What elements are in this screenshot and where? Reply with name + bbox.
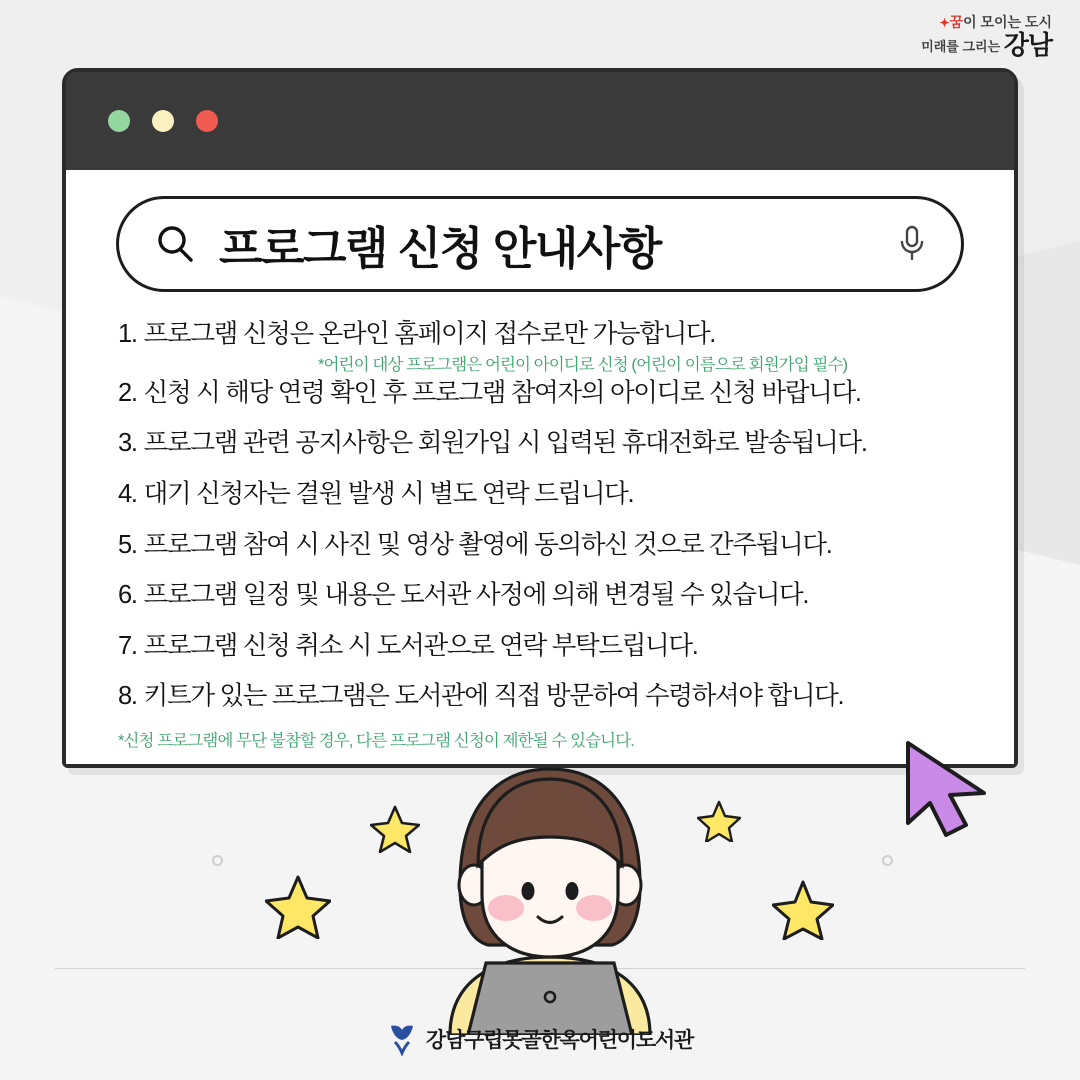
notice-text: 키트가 있는 프로그램은 도서관에 직접 방문하여 수령하셔야 합니다. (143, 682, 844, 711)
window-dot-yellow[interactable] (152, 110, 174, 132)
list-item (118, 529, 962, 562)
list-item (118, 579, 962, 612)
list-item (118, 630, 962, 663)
list-item (118, 680, 962, 713)
footer-library-name: 강남구립못골한옥어린이도서관 (425, 1029, 694, 1052)
list-item (118, 427, 962, 460)
notice-list (110, 318, 970, 751)
notice-footnote: *신청 프로그램에 무단 불참할 경우, 다른 프로그램 신청이 제한될 수 있습니다. (118, 732, 634, 750)
brand-star-icon: ✦ (939, 16, 950, 30)
library-mark-icon (387, 1022, 417, 1056)
notice-text: 프로그램 신청 취소 시 도서관으로 연락 부탁드립니다. (143, 631, 698, 660)
mouse-cursor-icon (900, 735, 1000, 845)
notice-text: 신청 시 해당 연령 확인 후 프로그램 참여자의 아이디로 신청 바랍니다. (143, 378, 861, 407)
notice-text: 프로그램 참여 시 사진 및 영상 촬영에 동의하신 것으로 간주됩니다. (143, 530, 832, 559)
girl-with-laptop-illustration (390, 745, 710, 1035)
brand-line-1-highlight: 꿈 (949, 14, 964, 30)
window-content (66, 170, 1014, 764)
notice-text: 프로그램 일정 및 내용은 도서관 사정에 의해 변경될 수 있습니다. (143, 581, 809, 610)
gangnam-brand-logo (852, 14, 1052, 61)
brand-line-2-pre: 미래를 그리는 (921, 38, 1004, 54)
footer-logo (0, 1022, 1080, 1056)
star-icon (772, 880, 834, 945)
brand-line-2-big: 강남 (1003, 29, 1052, 60)
browser-window (62, 68, 1018, 768)
star-icon (265, 875, 331, 944)
notice-number: 2. (118, 378, 137, 407)
notice-text: 프로그램 관련 공지사항은 회원가입 시 입력된 휴대전화로 발송됩니다. (143, 429, 867, 458)
page-title: 프로그램 신청 안내사항 (219, 222, 661, 274)
circle-dot (882, 855, 893, 866)
notice-number: 4. (118, 479, 137, 508)
notice-text: 대기 신청자는 결원 발생 시 별도 연락 드립니다. (143, 479, 634, 508)
list-item (118, 318, 962, 351)
list-item (118, 377, 962, 410)
notice-number: 8. (118, 682, 137, 711)
microphone-icon[interactable] (897, 224, 927, 264)
brand-line-1-rest: 이 모이는 도시 (963, 14, 1052, 30)
notice-number: 5. (118, 530, 137, 559)
search-icon (153, 222, 197, 266)
notice-subnote: *어린이 대상 프로그램은 어린이 아이디로 신청 (어린이 이름으로 회원가입 필수) (318, 355, 848, 374)
notice-number: 6. (118, 581, 137, 610)
notice-number: 1. (118, 320, 137, 348)
brand-line-1 (852, 14, 1052, 31)
window-titlebar (66, 72, 1014, 170)
window-dot-green[interactable] (108, 110, 130, 132)
window-close-dot[interactable] (196, 110, 218, 132)
circle-dot (212, 855, 223, 866)
notice-text: 프로그램 신청은 온라인 홈페이지 접수로만 가능합니다. (143, 320, 716, 348)
list-item (118, 478, 962, 511)
brand-line-2 (852, 31, 1052, 61)
notice-number: 3. (118, 429, 137, 458)
notice-number: 7. (118, 631, 137, 660)
search-bar[interactable] (116, 196, 964, 292)
